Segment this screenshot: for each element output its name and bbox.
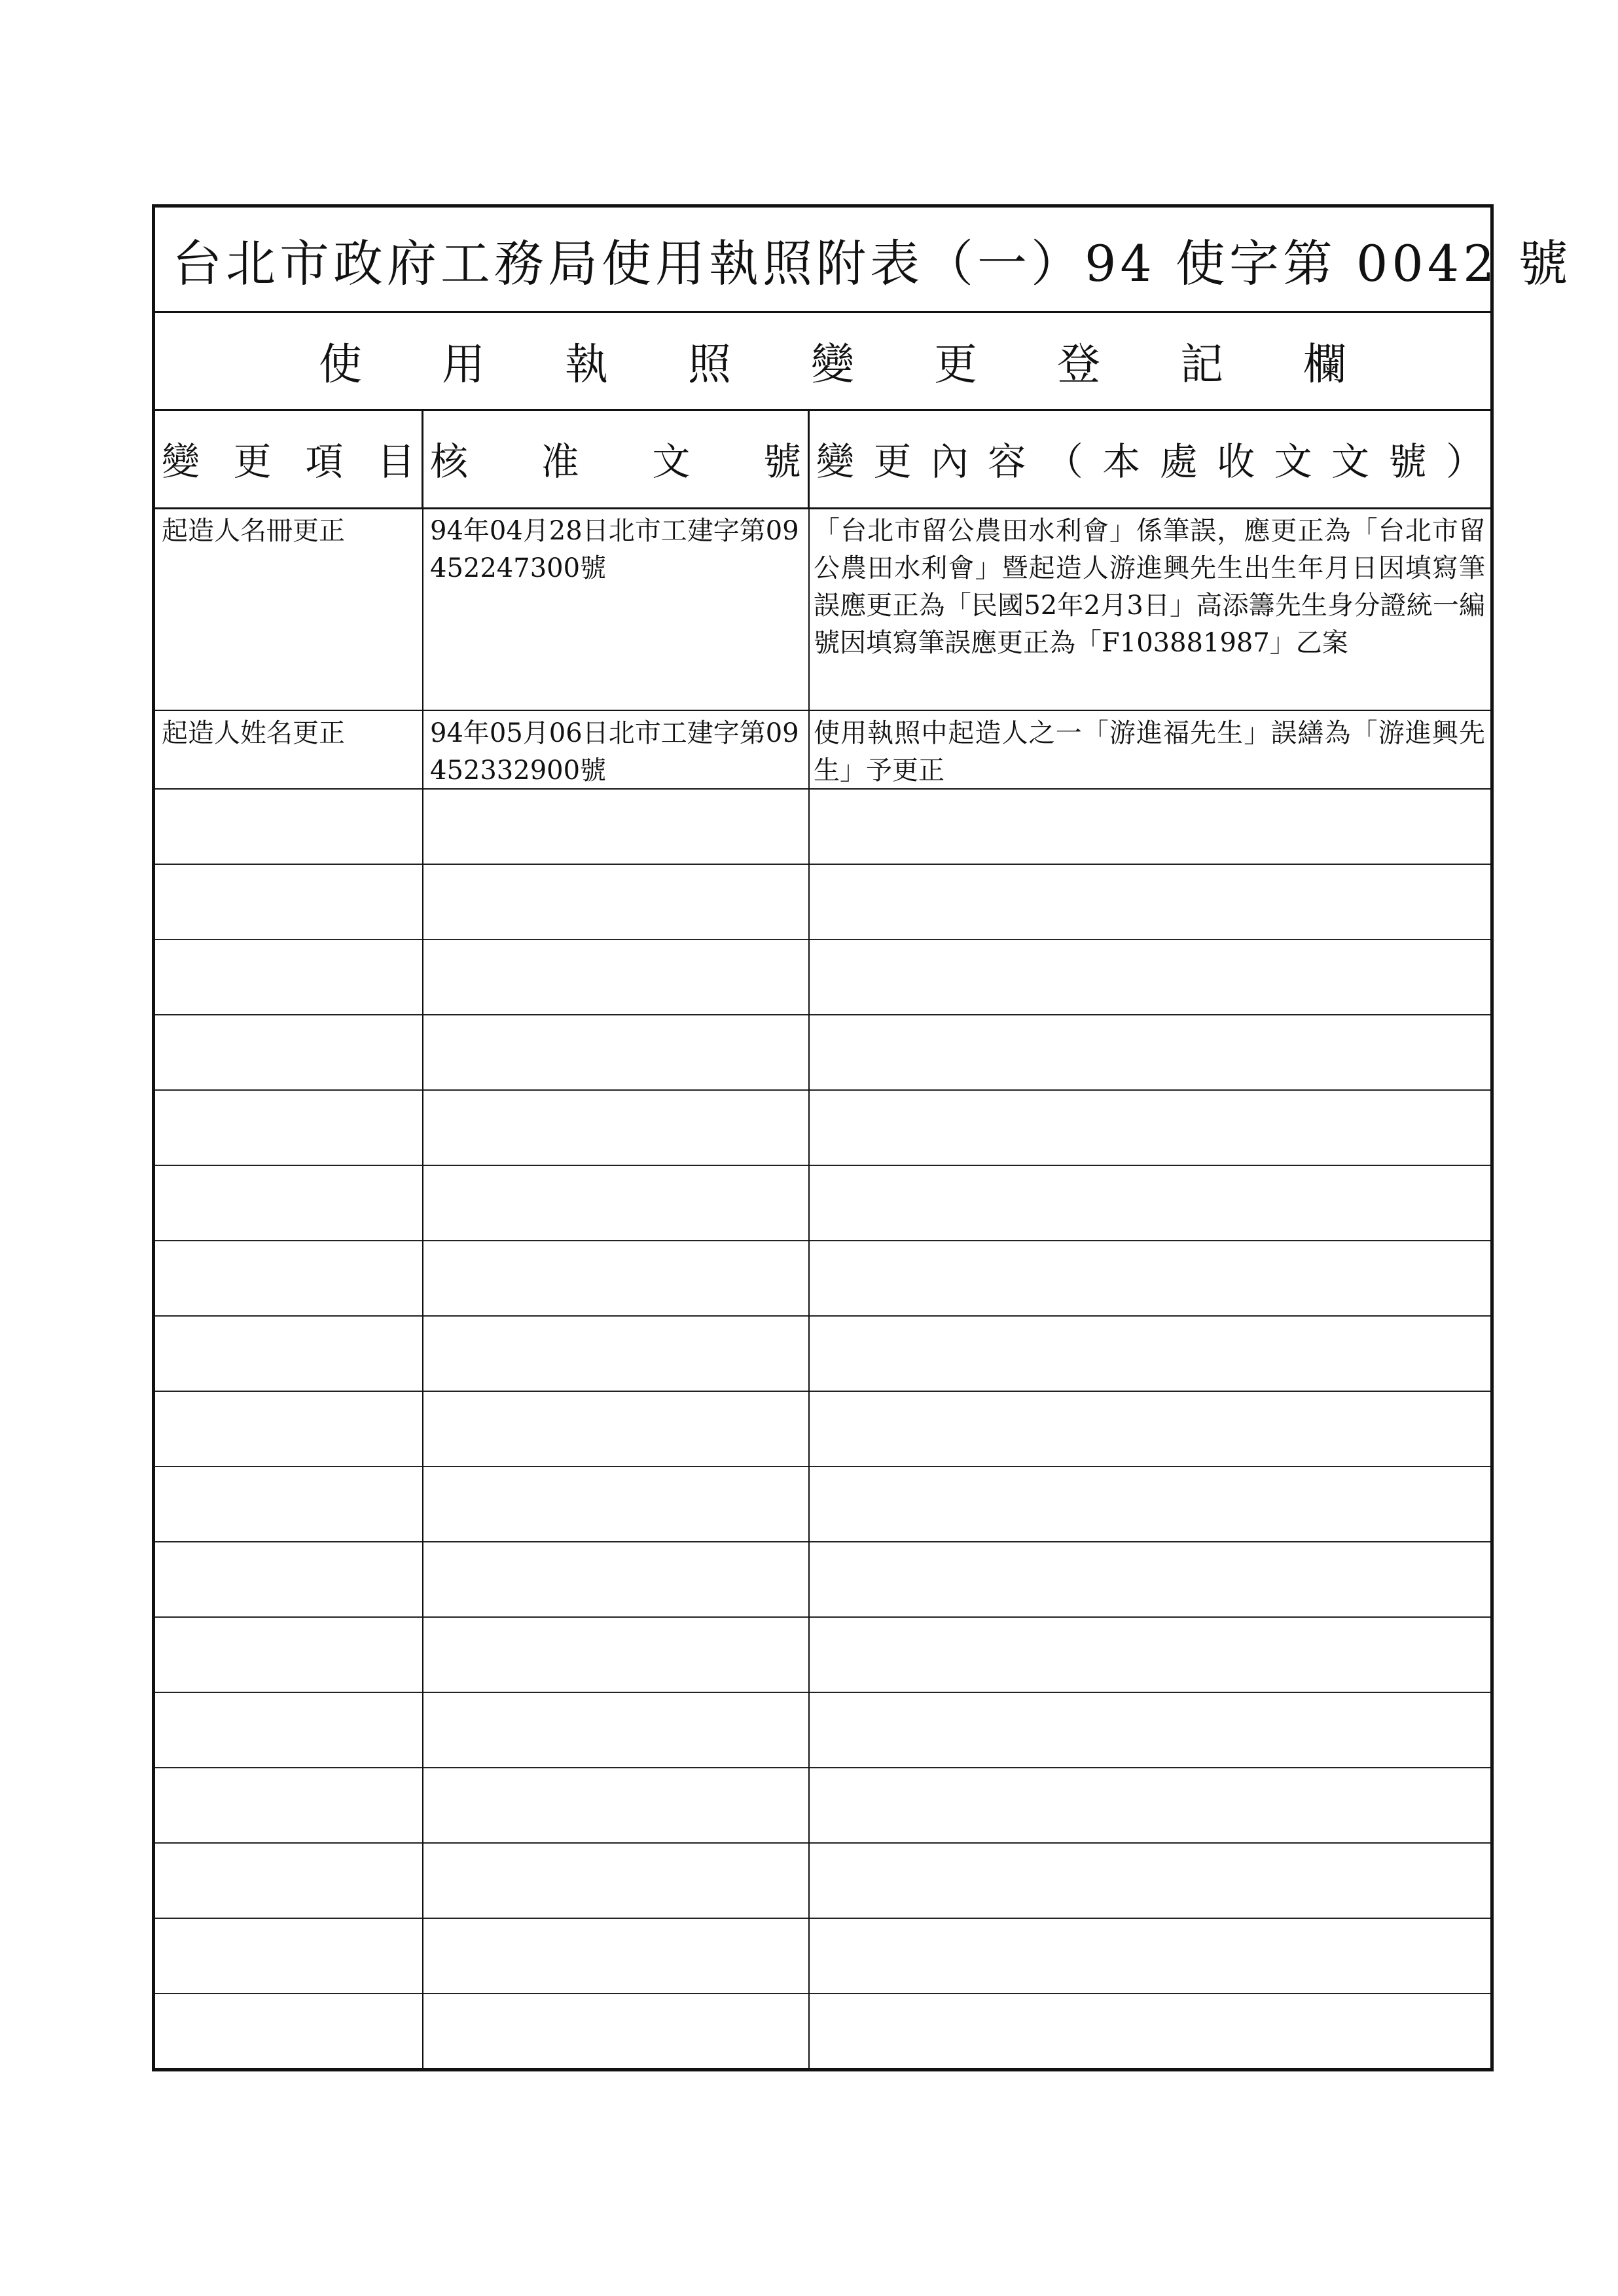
empty-table-row — [155, 1842, 1490, 1919]
empty-table-row — [155, 1315, 1490, 1392]
empty-cell — [155, 1240, 423, 1315]
empty-cell — [423, 1014, 810, 1089]
empty-cell — [810, 788, 1490, 864]
empty-table-row — [155, 864, 1490, 940]
empty-table-row — [155, 1616, 1490, 1693]
approval-text: 94年05月06日北市工建字第09452332900號 — [430, 718, 799, 786]
empty-cell — [155, 1842, 423, 1918]
header-cell-item — [155, 409, 423, 507]
empty-cell — [810, 1918, 1490, 1993]
empty-cell — [810, 1692, 1490, 1767]
empty-cell — [155, 864, 423, 939]
empty-cell — [423, 1993, 810, 2068]
empty-cell — [810, 1842, 1490, 1918]
empty-cell — [810, 1767, 1490, 1842]
empty-cell — [810, 1993, 1490, 2068]
empty-cell — [810, 1240, 1490, 1315]
table-row — [155, 710, 1490, 790]
empty-cell — [423, 1391, 810, 1466]
item-cell — [155, 507, 423, 710]
empty-cell — [810, 1466, 1490, 1541]
empty-cell — [155, 1993, 423, 2068]
empty-cell — [810, 1014, 1490, 1089]
empty-cell — [423, 1240, 810, 1315]
empty-cell — [155, 1089, 423, 1165]
content-text: 使用執照中起造人之一「游進福先生」誤繕為「游進興先生」予更正 — [814, 718, 1485, 786]
empty-cell — [423, 1541, 810, 1616]
empty-cell — [810, 1089, 1490, 1165]
content-cell — [810, 507, 1490, 710]
empty-cell — [423, 1616, 810, 1692]
item-text: 起造人名冊更正 — [162, 516, 345, 546]
empty-cell — [155, 1315, 423, 1391]
content-cell — [810, 710, 1490, 788]
empty-table-row — [155, 1918, 1490, 1994]
empty-cell — [155, 1692, 423, 1767]
header-approval-label: 核 准 文 號 — [430, 439, 801, 484]
empty-cell — [423, 1692, 810, 1767]
empty-cell — [423, 1466, 810, 1541]
empty-table-row — [155, 1541, 1490, 1618]
empty-table-row — [155, 1014, 1490, 1091]
section-title: 使用執照變更登記欄 — [319, 338, 1346, 390]
empty-cell — [155, 1466, 423, 1541]
empty-cell — [423, 1842, 810, 1918]
empty-cell — [423, 1767, 810, 1842]
empty-cell — [810, 1315, 1490, 1391]
approval-text: 94年04月28日北市工建字第09452247300號 — [430, 516, 799, 583]
empty-table-row — [155, 1993, 1490, 2068]
empty-table-row — [155, 1466, 1490, 1542]
empty-table-row — [155, 939, 1490, 1015]
empty-cell — [155, 788, 423, 864]
empty-cell — [155, 1918, 423, 1993]
empty-cell — [155, 1014, 423, 1089]
empty-cell — [810, 1616, 1490, 1692]
empty-table-row — [155, 1089, 1490, 1166]
license-change-form — [152, 204, 1572, 2071]
empty-cell — [423, 1089, 810, 1165]
empty-cell — [423, 788, 810, 864]
empty-cell — [423, 1165, 810, 1240]
subtitle-row — [155, 311, 1490, 411]
empty-cell — [155, 1165, 423, 1240]
empty-table-row — [155, 1391, 1490, 1467]
page-title: 台北市政府工務局使用執照附表（一）94 使字第 0042 號 — [172, 234, 1572, 293]
header-cell-content — [810, 409, 1490, 507]
header-content-label: 變更內容（本處收文文號） — [816, 439, 1484, 484]
empty-table-row — [155, 1165, 1490, 1241]
empty-table-row — [155, 788, 1490, 865]
empty-cell — [810, 939, 1490, 1014]
empty-cell — [810, 1165, 1490, 1240]
empty-cell — [155, 939, 423, 1014]
empty-table-row — [155, 1240, 1490, 1317]
item-text: 起造人姓名更正 — [162, 718, 345, 748]
empty-cell — [155, 1767, 423, 1842]
approval-cell — [423, 710, 810, 788]
item-cell — [155, 710, 423, 788]
header-cell-approval — [423, 409, 810, 507]
empty-cell — [155, 1541, 423, 1616]
empty-cell — [155, 1391, 423, 1466]
empty-table-row — [155, 1767, 1490, 1844]
empty-cell — [423, 1918, 810, 1993]
approval-cell — [423, 507, 810, 710]
empty-cell — [155, 1616, 423, 1692]
empty-cell — [810, 1391, 1490, 1466]
table-row — [155, 507, 1490, 711]
empty-cell — [810, 1541, 1490, 1616]
table-header — [155, 409, 1490, 509]
content-text: 「台北市留公農田水利會」係筆誤，應更正為「台北市留公農田水利會」暨起造人游進興先生出生年月日因填寫筆誤應更正為「民國52年2月3日」高添籌先生身分證統一編號因填寫筆誤應更正為「F103881987」乙案 — [814, 516, 1485, 658]
empty-table-row — [155, 1692, 1490, 1768]
title-row — [155, 208, 1572, 313]
empty-cell — [423, 939, 810, 1014]
empty-cell — [423, 1315, 810, 1391]
empty-cell — [423, 864, 810, 939]
empty-cell — [810, 864, 1490, 939]
header-item-label: 變 更 項 目 — [162, 439, 415, 484]
